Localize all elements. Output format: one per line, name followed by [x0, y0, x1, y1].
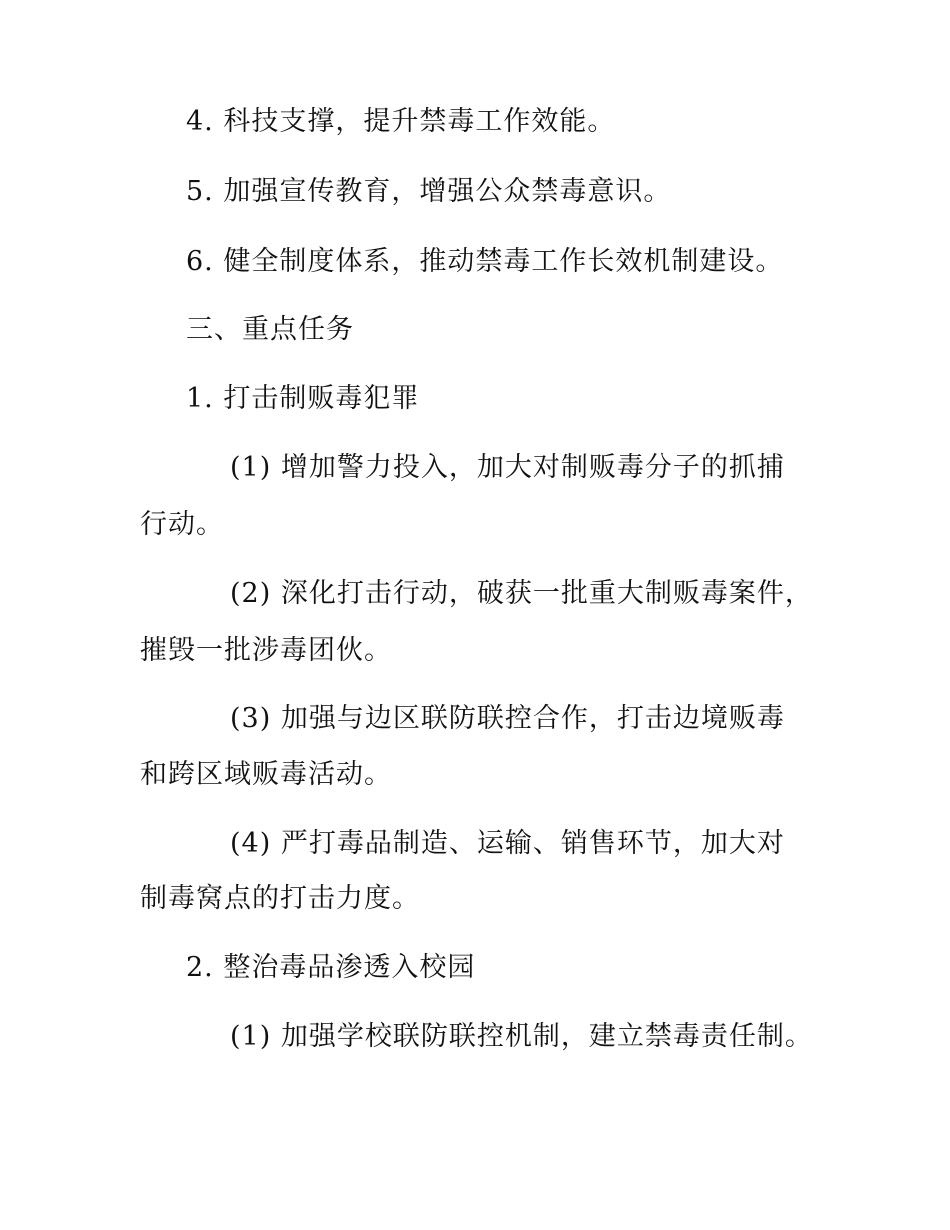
section-heading: 三、重点任务 — [186, 314, 354, 345]
task-1-item-3: (3) 加强与边区联防联控合作，打击边境贩毒 — [230, 703, 785, 734]
task-1-item-2: (2) 深化打击行动，破获一批重大制贩毒案件， — [230, 578, 813, 609]
goal-item-5: 5. 加强宣传教育，增强公众禁毒意识。 — [186, 176, 672, 207]
goal-item-6: 6. 健全制度体系，推动禁毒工作长效机制建设。 — [186, 246, 784, 277]
task-1-item-4-continued: 制毒窝点的打击力度。 — [140, 883, 420, 914]
task-1-item-2-continued: 摧毁一批涉毒团伙。 — [140, 635, 392, 666]
goal-item-4: 4. 科技支撑，提升禁毒工作效能。 — [186, 106, 616, 137]
task-1-item-1: (1) 增加警力投入，加大对制贩毒分子的抓捕 — [230, 452, 785, 483]
task-1-item-4: (4) 严打毒品制造、运输、销售环节，加大对 — [230, 828, 785, 859]
task-2-item-1: (1) 加强学校联防联控机制，建立禁毒责任制。 — [230, 1021, 813, 1052]
task-heading-1: 1. 打击制贩毒犯罪 — [186, 383, 420, 414]
task-heading-2: 2. 整治毒品渗透入校园 — [186, 952, 476, 983]
task-1-item-3-continued: 和跨区域贩毒活动。 — [140, 759, 392, 790]
task-1-item-1-continued: 行动。 — [140, 509, 224, 540]
